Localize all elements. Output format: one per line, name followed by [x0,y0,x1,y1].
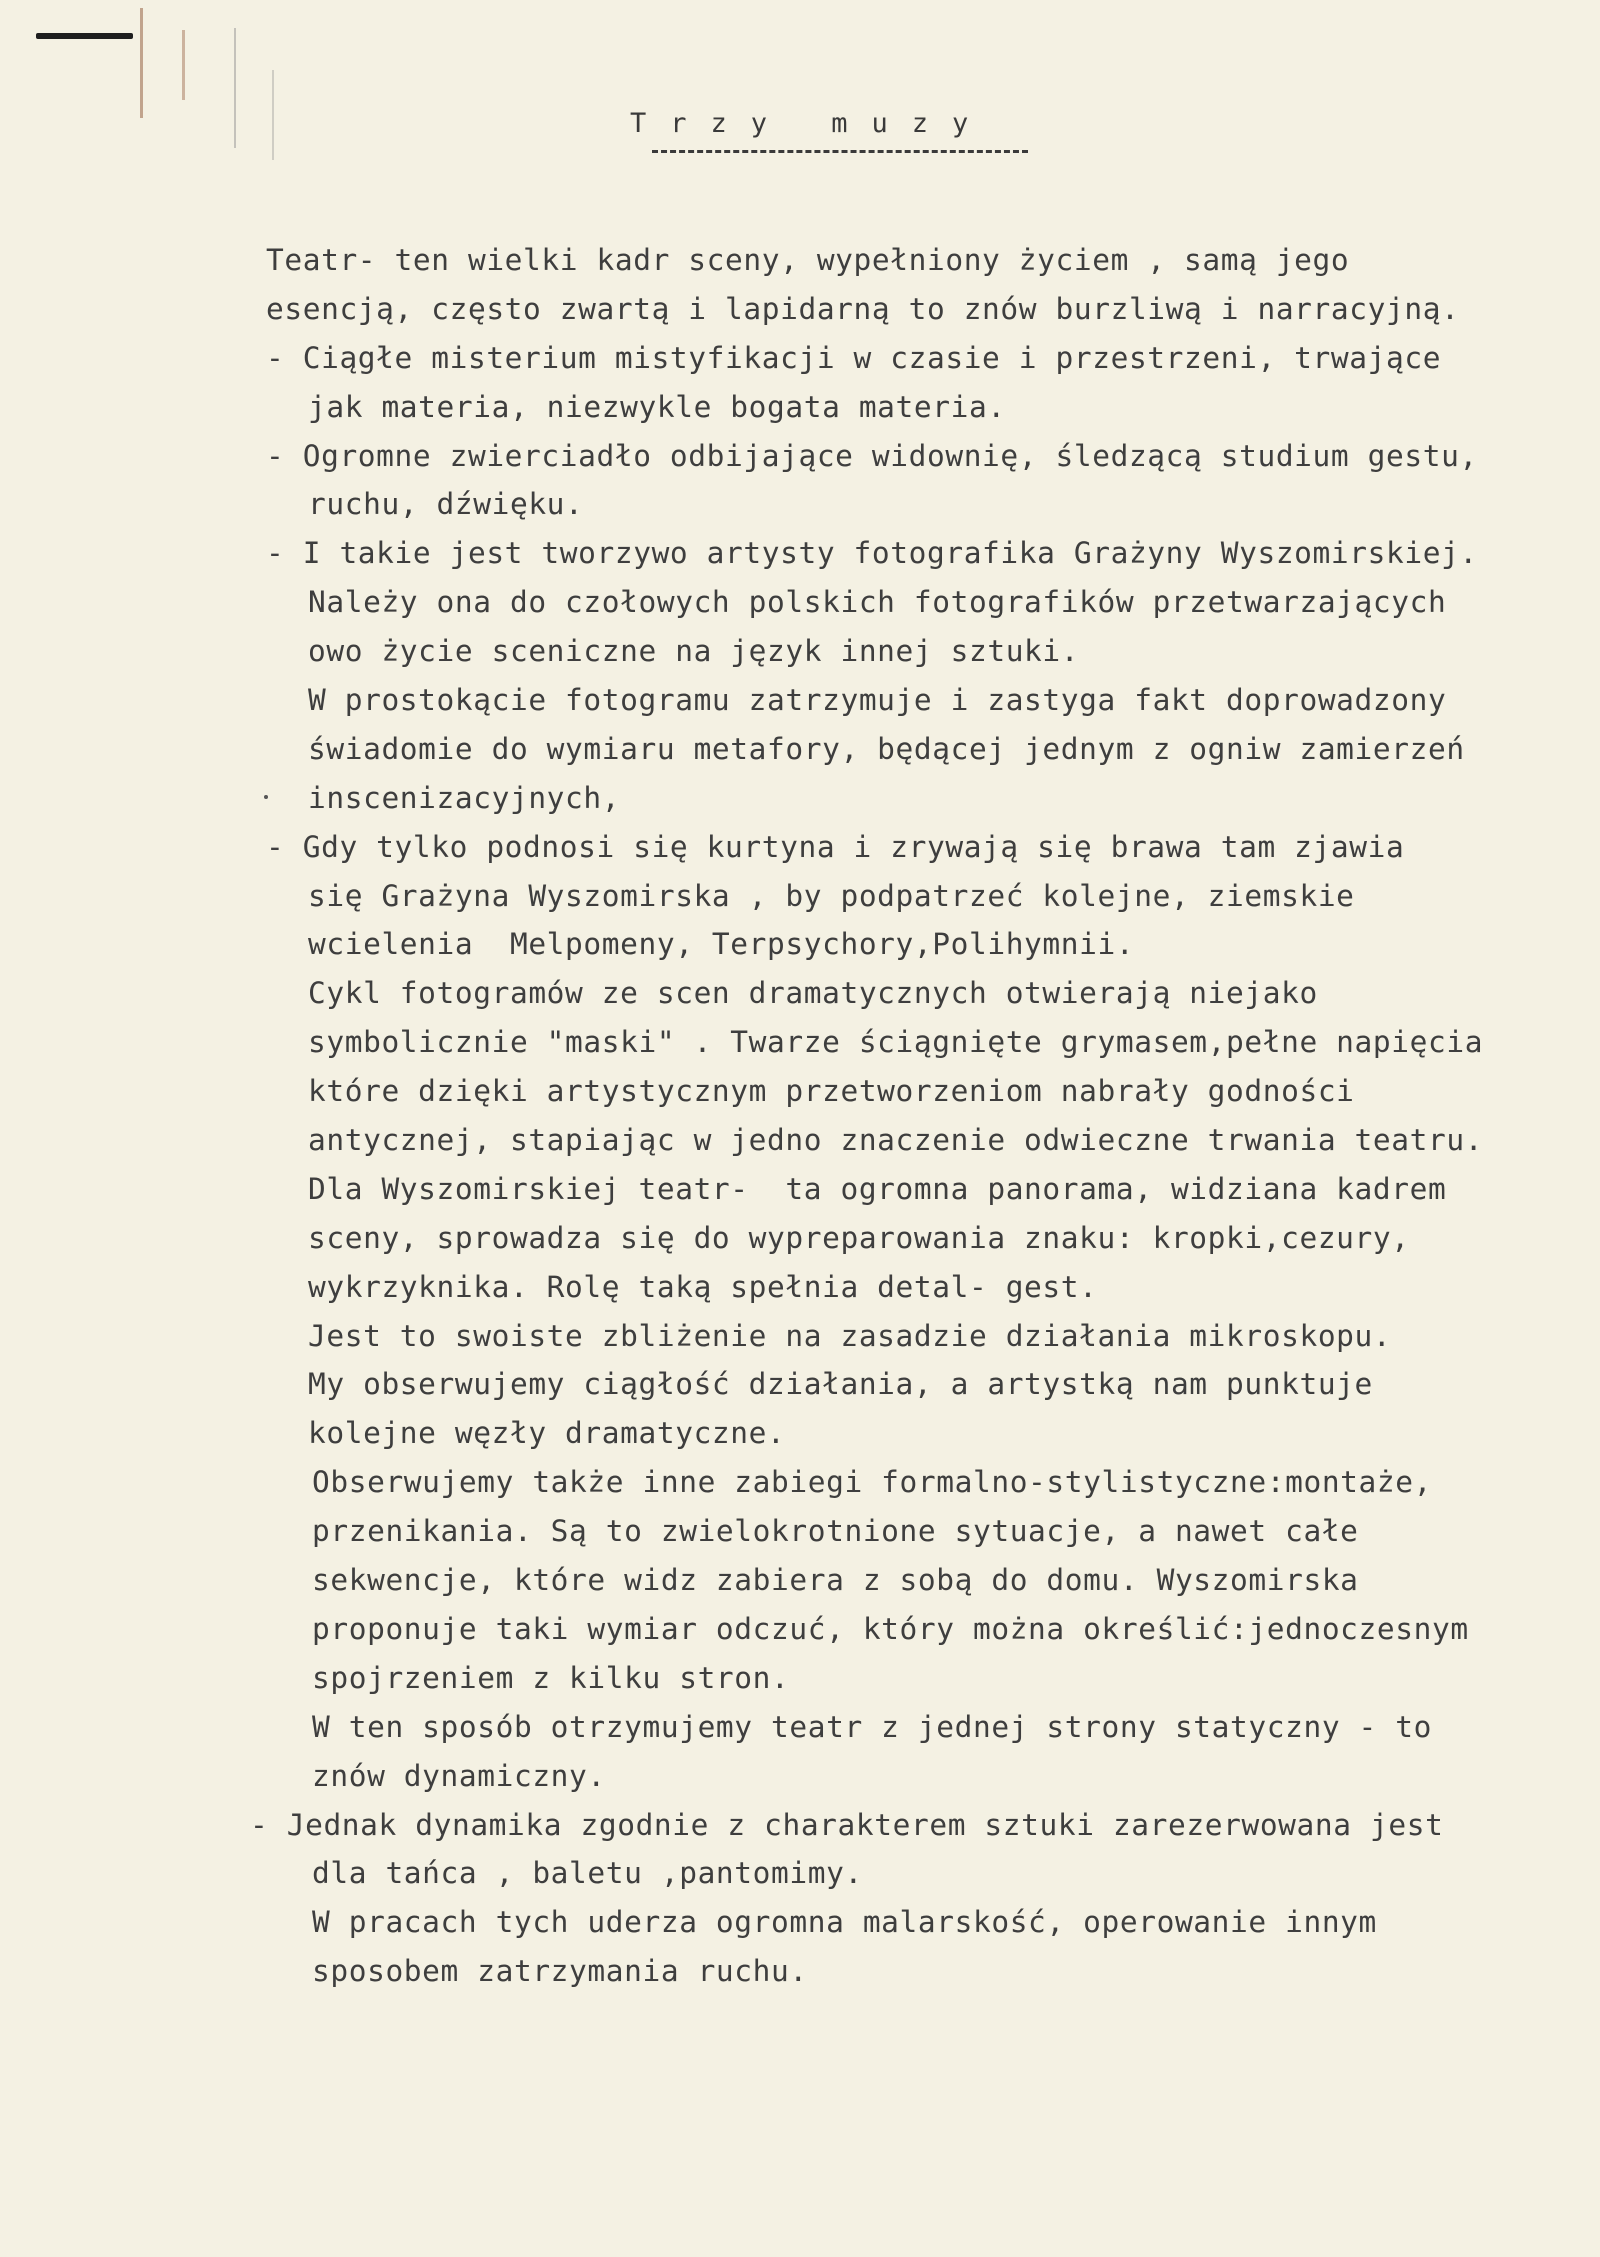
text-line: świadomie do wymiaru metafory, będącej jednym z ogniw zamierzeń [308,731,1465,766]
text-line: symbolicznie "maski" . Twarze ściągnięte grymasem,pełne napięcia [308,1025,1484,1060]
text-line: antycznej, stapiając w jedno znaczenie odwieczne trwania teatru. [308,1123,1484,1158]
text-line: sekwencje, które widz zabiera z sobą do domu. Wyszomirska [312,1563,1359,1598]
text-line: ruchu, dźwięku. [308,487,584,522]
text-line: owo życie sceniczne na język innej sztuki. [308,634,1080,669]
text-line: sceny, sprowadza się do wypreparowania znaku: kropki,cezury, [308,1220,1410,1255]
text-line: Obserwujemy także inne zabiegi formalno-stylistyczne:montaże, [312,1465,1432,1500]
text-line: sposobem zatrzymania ruchu. [312,1954,808,1989]
text-line: W prostokącie fotogramu zatrzymuje i zastyga fakt doprowadzony [308,683,1447,718]
binding-stain [182,30,185,100]
text-line: się Grażyna Wyszomirska , by podpatrzeć kolejne, ziemskie [308,878,1355,913]
text-line: inscenizacyjnych, [308,780,621,815]
text-line: znów dynamiczny. [312,1758,606,1793]
text-line: spojrzeniem z kilku stron. [312,1660,790,1695]
document-title: Trzy muzy [630,108,993,139]
text-line: proponuje taki wymiar odczuć, który można określić:jednoczesnym [312,1611,1469,1646]
text-line: jak materia, niezwykle bogata materia. [308,389,1006,424]
text-line: Teatr- ten wielki kadr sceny, wypełniony życiem , samą jego [266,243,1350,277]
binding-stain [272,70,274,160]
text-line: W pracach tych uderza ogromna malarskość, operowanie innym [312,1905,1377,1940]
text-line: - Gdy tylko podnosi się kurtyna i zrywają się brawa tam zjawia [266,829,1405,864]
binding-stain [234,28,236,148]
text-line: - Ciągłe misterium mistyfikacji w czasie i przestrzeni, trwające [266,340,1442,375]
text-line: Jest to swoiste zbliżenie na zasadzie działania mikroskopu. [308,1318,1392,1353]
text-line: dla tańca , baletu ,pantomimy. [312,1856,863,1891]
text-line: esencją, często zwartą i lapidarną to znów burzliwą i narracyjną. [266,291,1460,326]
title-underline [652,150,1028,153]
text-line: - I takie jest tworzywo artysty fotografika Grażyny Wyszomirskiej. [266,536,1478,571]
text-line: kolejne węzły dramatyczne. [308,1416,786,1451]
text-line: wykrzyknika. Rolę taką spełnia detal- gest. [308,1269,1098,1304]
text-line: które dzięki artystycznym przetworzeniom nabrały godności [308,1074,1355,1109]
text-line: My obserwujemy ciągłość działania, a artystką nam punktuje [308,1367,1373,1402]
text-line: przenikania. Są to zwielokrotnione sytuacje, a nawet całe [312,1514,1359,1549]
text-line: - Ogromne zwierciadło odbijające widownię, śledzącą studium gestu, [266,438,1478,473]
text-line: - Jednak dynamika zgodnie z charakterem sztuki zarezerwowana jest [250,1807,1444,1842]
text-line: Cykl fotogramów ze scen dramatycznych otwierają niejako [308,976,1318,1011]
text-line: wcielenia Melpomeny, Terpsychory,Polihymnii. [308,927,1135,962]
text-line: Dla Wyszomirskiej teatr- ta ogromna panorama, widziana kadrem [308,1171,1447,1206]
document-body [250,236,1600,1996]
binding-stain [140,8,143,118]
text-line: W ten sposób otrzymujemy teatr z jednej strony statyczny - to [312,1709,1432,1744]
margin-mark [36,33,133,39]
text-line: Należy ona do czołowych polskich fotografików przetwarzających [308,585,1447,620]
